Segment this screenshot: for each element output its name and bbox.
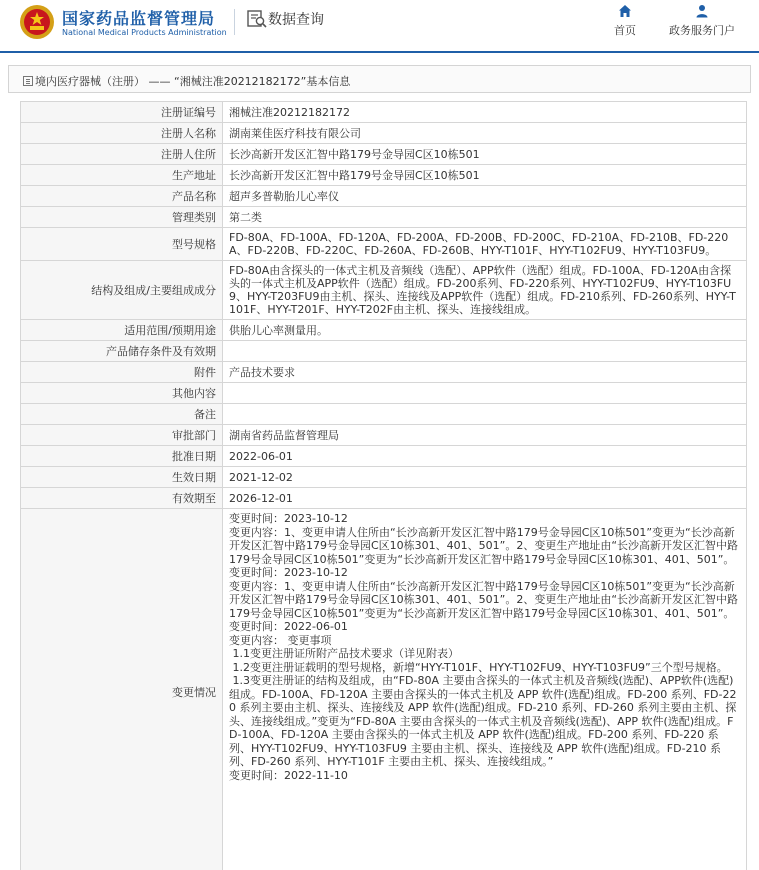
- breadcrumb-text: [23, 73, 350, 89]
- field-label: 产品储存条件及有效期: [21, 341, 223, 362]
- field-value: FD-80A、FD-100A、FD-120A、FD-200A、FD-200B、FD-200C、FD-210A、FD-210B、FD-220A、FD-220B、FD-220C、FD-260A、FD-260B、HYY-T101F、HYY-T102FU9、HYY-T103FU9。: [223, 228, 747, 261]
- registration-detail-table: [20, 101, 747, 870]
- field-value: 产品技术要求: [223, 362, 747, 383]
- table-row: [21, 404, 747, 425]
- breadcrumb-label: 境内医疗器械（注册） —— “湘械注准20212182172”基本信息: [35, 75, 351, 88]
- table-row: [21, 362, 747, 383]
- national-emblem-icon[interactable]: [19, 4, 55, 40]
- site-name-cn[interactable]: 国家药品监督管理局: [62, 9, 216, 28]
- home-icon: [618, 4, 632, 18]
- header-underline: [0, 51, 759, 53]
- field-label: 型号规格: [21, 228, 223, 261]
- field-value: 供胎儿心率测量用。: [223, 320, 747, 341]
- field-value: 第二类: [223, 207, 747, 228]
- field-label: 其他内容: [21, 383, 223, 404]
- table-row: [21, 207, 747, 228]
- table-row: [21, 341, 747, 362]
- list-icon: [23, 76, 33, 86]
- site-header: [0, 0, 759, 52]
- field-label: 注册人住所: [21, 144, 223, 165]
- table-row: [21, 144, 747, 165]
- table-row: [21, 488, 747, 509]
- field-value: 2021-12-02: [223, 467, 747, 488]
- nav-home-label: 首页: [614, 24, 636, 37]
- field-value: 超声多普勒胎儿心率仪: [223, 186, 747, 207]
- field-label: 管理类别: [21, 207, 223, 228]
- table-row: [21, 165, 747, 186]
- change-history-text: 变更时间：2023-10-12 变更内容：1、变更申请人住所由“长沙高新开发区汇智中路179号金导园C区10栋501”变更为“长沙高新开发区汇智中路179号金导园C区10栋301、401、501”。2、变更生产地址由“长沙高新开发区汇智中路179号金导园C区10栋501”变更为“长沙高新开发区汇智中路179号金导园C区10栋301、401、501”。 变更时间：2023-10-12 变更内容：1、变更申请人住所由“长沙高新开发区汇智中路179号金导园C区10栋501”变更为“长沙高新开发区汇智中路179号金导园C区10栋301、401、501”。2、变更生产地址由“长沙高新开发区汇智中路179号金导园C区10栋501”变更为“长沙高新开发区汇智中路179号金导园C区10栋301、401、501”。 变更时间：2022-06-01 变更内容： 变更事项 1.1变更注册证所附产品技术要求（详见附表） 1.2变更注册证载明的型号规格，新增“HYY-T101F、HYY-T102FU9、HYY-T103FU9”三个型号规格。 1.3变更注册证的结构及组成，由“FD-80A 主要由含探头的一体式主机及音频线(选配)、APP软件(选配)组成。FD-100A、FD-120A 主要由含探头的一体式主机及 APP 软件(选配)组成。FD-200 系列、FD-220 系列主要由主机、探头、连接线及 APP 软件(选配)组成。FD-210 系列、FD-260 系列主要由主机、探头、连接线组成。”变更为“FD-80A 主要由含探头的一体式主机及音频线(选配)、APP 软件(选配)组成。FD-100A、FD-120A 主要由含探头的一体式主机及 APP 软件(选配)组成。FD-200 系列、FD-220 系列、HYY-T102FU9、HYY-T103FU9 主要由主机、探头、连接线及 APP 软件(选配)组成。FD-210 系列、FD-260 系列、HYY-T101F 主要由主机、探头、连接线组成。” 变更时间：2022-11-10: [229, 512, 739, 782]
- field-label: 变更情况: [21, 509, 223, 870]
- table-row: [21, 467, 747, 488]
- field-label: 注册人名称: [21, 123, 223, 144]
- table-row: [21, 228, 747, 261]
- field-label: 产品名称: [21, 186, 223, 207]
- field-value: 湖南莱佳医疗科技有限公司: [223, 123, 747, 144]
- table-row: [21, 509, 747, 870]
- field-value: 长沙高新开发区汇智中路179号金导园C区10栋501: [223, 144, 747, 165]
- table-row: [21, 320, 747, 341]
- table-row: [21, 261, 747, 320]
- field-value: [223, 404, 747, 425]
- field-label: 备注: [21, 404, 223, 425]
- data-query-icon: [247, 10, 267, 28]
- field-value: [223, 383, 747, 404]
- field-label: 附件: [21, 362, 223, 383]
- field-value: 湘械注准20212182172: [223, 102, 747, 123]
- table-row: [21, 102, 747, 123]
- table-row: [21, 425, 747, 446]
- header-divider: [234, 9, 235, 35]
- data-query-title: 数据查询: [268, 12, 324, 28]
- field-value: 2022-06-01: [223, 446, 747, 467]
- field-value: 湖南省药品监督管理局: [223, 425, 747, 446]
- nav-gov-service[interactable]: [660, 4, 744, 40]
- table-row: [21, 446, 747, 467]
- field-label: 适用范围/预期用途: [21, 320, 223, 341]
- field-label: 生产地址: [21, 165, 223, 186]
- field-label: 注册证编号: [21, 102, 223, 123]
- field-label: 批准日期: [21, 446, 223, 467]
- field-value-changes: [223, 509, 747, 870]
- field-label: 有效期至: [21, 488, 223, 509]
- field-label: 结构及组成/主要组成成分: [21, 261, 223, 320]
- field-value: 长沙高新开发区汇智中路179号金导园C区10栋501: [223, 165, 747, 186]
- field-value: FD-80A由含探头的一体式主机及音频线（选配）、APP软件（选配）组成。FD-100A、FD-120A由含探头的一体式主机及APP软件（选配）组成。FD-200系列、FD-220系列、HYY-T102FU9、HYY-T103FU9、HYY-T203FU9由主机、探头、连接线及APP软件（选配）组成。FD-210系列、FD-260系列、HYY-T101F、HYY-T201F、HYY-T202F由主机、探头、连接线组成。: [223, 261, 747, 320]
- table-row: [21, 383, 747, 404]
- table-row: [21, 186, 747, 207]
- nav-home[interactable]: [607, 4, 643, 40]
- field-value: [223, 341, 747, 362]
- user-icon: [695, 4, 709, 18]
- breadcrumb: [8, 65, 751, 93]
- site-name-en: National Medical Products Administration: [62, 28, 227, 37]
- table-row: [21, 123, 747, 144]
- field-label: 审批部门: [21, 425, 223, 446]
- field-value: 2026-12-01: [223, 488, 747, 509]
- field-label: 生效日期: [21, 467, 223, 488]
- nav-gov-service-label: 政务服务门户: [669, 24, 735, 37]
